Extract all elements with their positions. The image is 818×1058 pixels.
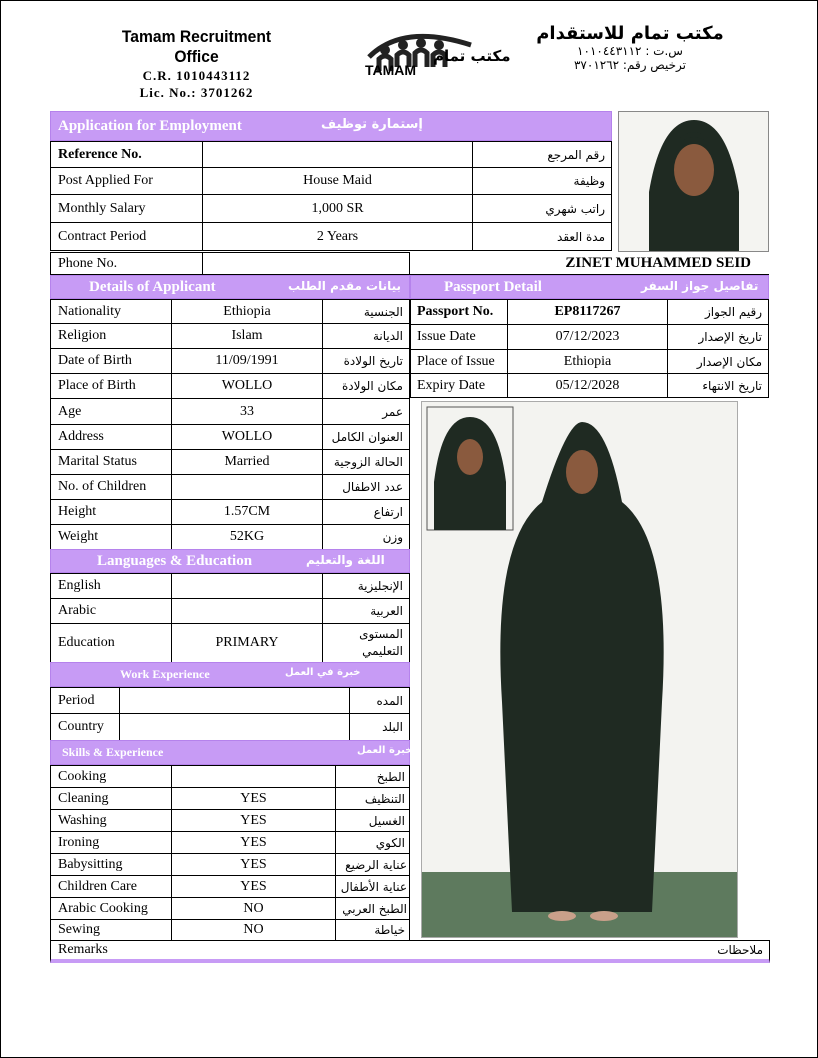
passport-label-en: Expiry Date — [410, 373, 508, 398]
education-value[interactable]: PRIMARY — [171, 623, 323, 663]
passport-label-ar: رقيم الجواز — [667, 299, 769, 325]
remarks-label-ar: ملاحظات — [717, 943, 763, 957]
office-license-ar: ترخيص رقم: ٣٧٠١٢٦٢ — [573, 58, 686, 72]
phone-value[interactable] — [202, 252, 410, 275]
passport-label-ar: مكان الإصدار — [667, 349, 769, 374]
work-title-ar: خبرة في العمل — [285, 667, 361, 678]
detail-label-ar: وزن — [322, 524, 410, 550]
skill-label-en: Cooking — [50, 765, 172, 788]
skills-section-header — [50, 740, 413, 765]
app-label-en: Contract Period — [50, 222, 203, 251]
detail-label-en: Height — [50, 499, 172, 525]
detail-label-en: Nationality — [50, 299, 172, 324]
detail-label-ar: مكان الولادة — [322, 373, 410, 399]
detail-label-ar: الجنسية — [322, 299, 410, 324]
skill-value[interactable]: YES — [171, 853, 336, 876]
passport-value[interactable]: 05/12/2028 — [507, 373, 668, 398]
education-label-ar: المستوى التعليمي — [322, 623, 410, 663]
app-label-en: Monthly Salary — [50, 194, 203, 223]
office-name-en: Tamam Recruitment Office — [121, 27, 272, 66]
detail-label-en: Religion — [50, 323, 172, 349]
application-title-ar: إستمارة توظيف — [321, 117, 423, 132]
detail-value[interactable]: 52KG — [171, 524, 323, 550]
detail-value[interactable]: WOLLO — [171, 424, 323, 450]
passport-label-en: Passport No. — [410, 299, 508, 325]
work-label-en: Country — [50, 713, 120, 741]
language-label-en: Arabic — [50, 598, 172, 624]
work-value[interactable] — [119, 687, 350, 714]
detail-label-ar: تاريخ الولادة — [322, 348, 410, 374]
language-label-ar: العربية — [322, 598, 410, 624]
app-value[interactable] — [202, 141, 473, 168]
office-cr-en: C.R. 1010443112 — [142, 68, 251, 83]
work-value[interactable] — [119, 713, 350, 741]
detail-label-ar: عمر — [322, 398, 410, 425]
skill-value[interactable]: YES — [171, 875, 336, 898]
detail-value[interactable]: Married — [171, 449, 323, 475]
language-value[interactable] — [171, 598, 323, 624]
phone-label: Phone No. — [50, 252, 203, 275]
app-value[interactable]: House Maid — [202, 167, 473, 195]
detail-value[interactable]: Islam — [171, 323, 323, 349]
detail-label-en: Weight — [50, 524, 172, 550]
office-header-ar — [515, 23, 745, 72]
work-label-en: Period — [50, 687, 120, 714]
detail-label-en: No. of Children — [50, 474, 172, 500]
languages-title-en: Languages & Education — [97, 552, 253, 569]
detail-label-en: Marital Status — [50, 449, 172, 475]
app-value[interactable]: 1,000 SR — [202, 194, 473, 223]
passport-label-ar: تاريخ الإصدار — [667, 324, 769, 350]
skill-label-en: Babysitting — [50, 853, 172, 876]
passport-label-en: Issue Date — [410, 324, 508, 350]
work-label-ar: المده — [349, 687, 410, 714]
skill-label-en: Arabic Cooking — [50, 897, 172, 920]
skill-value[interactable] — [171, 765, 336, 788]
skill-label-ar: عناية الرضيع — [335, 853, 410, 876]
passport-label-ar: تاريخ الانتهاء — [667, 373, 769, 398]
skill-label-ar: الكوي — [335, 831, 410, 854]
detail-label-en: Date of Birth — [50, 348, 172, 374]
logo-text: TAMAM — [365, 62, 417, 78]
skills-title-en: Skills & Experience — [62, 745, 164, 759]
detail-label-ar: الديانة — [322, 323, 410, 349]
details-title-en: Details of Applicant — [89, 278, 216, 295]
app-value[interactable]: 2 Years — [202, 222, 473, 251]
office-name-ar: مكتب تمام للاستقدام — [536, 23, 724, 44]
remarks-label-en: Remarks — [58, 942, 108, 957]
details-title-ar: بيانات مقدم الطلب — [288, 279, 402, 293]
language-label-ar: الإنجليزية — [322, 573, 410, 599]
passport-title-ar: تفاصيل جواز السفر — [641, 279, 759, 293]
detail-value[interactable]: 33 — [171, 398, 323, 425]
passport-value[interactable]: EP8117267 — [507, 299, 668, 325]
detail-label-en: Place of Birth — [50, 373, 172, 399]
skill-label-en: Sewing — [50, 919, 172, 941]
languages-title-ar: اللغة والتعليم — [306, 553, 385, 567]
skill-label-ar: التنظيف — [335, 787, 410, 810]
detail-value[interactable]: 1.57CM — [171, 499, 323, 525]
skill-value[interactable]: NO — [171, 919, 336, 941]
detail-label-ar: ارتفاع — [322, 499, 410, 525]
app-label-ar: وظيفة — [472, 167, 612, 195]
applicant-full-photo — [421, 401, 738, 938]
detail-value[interactable] — [171, 474, 323, 500]
skill-value[interactable]: YES — [171, 787, 336, 810]
skill-value[interactable]: NO — [171, 897, 336, 920]
remarks-row — [50, 940, 770, 963]
language-label-en: English — [50, 573, 172, 599]
applicant-name: ZINET MUHAMMED SEID — [409, 252, 769, 275]
detail-label-en: Age — [50, 398, 172, 425]
app-label-en: Post Applied For — [50, 167, 203, 195]
detail-label-en: Address — [50, 424, 172, 450]
skill-label-en: Ironing — [50, 831, 172, 854]
skill-label-ar: عناية الأطفال — [335, 875, 410, 898]
passport-value[interactable]: 07/12/2023 — [507, 324, 668, 350]
detail-label-ar: عدد الاطفال — [322, 474, 410, 500]
skill-label-en: Children Care — [50, 875, 172, 898]
applicant-headshot-photo — [618, 111, 769, 252]
skill-value[interactable]: YES — [171, 809, 336, 832]
detail-value[interactable]: Ethiopia — [171, 299, 323, 324]
app-label-ar: مدة العقد — [472, 222, 612, 251]
skill-label-ar: الطبخ العربي — [335, 897, 410, 920]
passport-label-en: Place of Issue — [410, 349, 508, 374]
skills-title-ar: خبرة العمل — [357, 745, 413, 756]
logo-text-ar: مكتب تمام — [433, 47, 511, 65]
app-label-ar: رقم المرجع — [472, 141, 612, 168]
passport-value[interactable]: Ethiopia — [507, 349, 668, 374]
skill-label-en: Cleaning — [50, 787, 172, 810]
office-header-en — [89, 27, 304, 101]
detail-value[interactable]: WOLLO — [171, 373, 323, 399]
app-label-en: Reference No. — [50, 141, 203, 168]
skill-label-ar: خياطة — [335, 919, 410, 941]
skill-label-en: Washing — [50, 809, 172, 832]
work-title-en: Work Experience — [120, 667, 210, 681]
skill-label-ar: الغسيل — [335, 809, 410, 832]
detail-label-ar: العنوان الكامل — [322, 424, 410, 450]
language-value[interactable] — [171, 573, 323, 599]
application-title-en: Application for Employment — [58, 117, 242, 134]
passport-title-en: Passport Detail — [444, 278, 542, 295]
office-license-en: Lic. No.: 3701262 — [139, 85, 254, 100]
detail-value[interactable]: 11/09/1991 — [171, 348, 323, 374]
app-label-ar: راتب شهري — [472, 194, 612, 223]
education-label-en: Education — [50, 623, 172, 663]
skill-value[interactable]: YES — [171, 831, 336, 854]
work-label-ar: البلد — [349, 713, 410, 741]
skill-label-ar: الطبخ — [335, 765, 410, 788]
office-cr-ar: س.ت : ١٠١٠٤٤٣١١٢ — [577, 44, 683, 58]
detail-label-ar: الحالة الزوجية — [322, 449, 410, 475]
